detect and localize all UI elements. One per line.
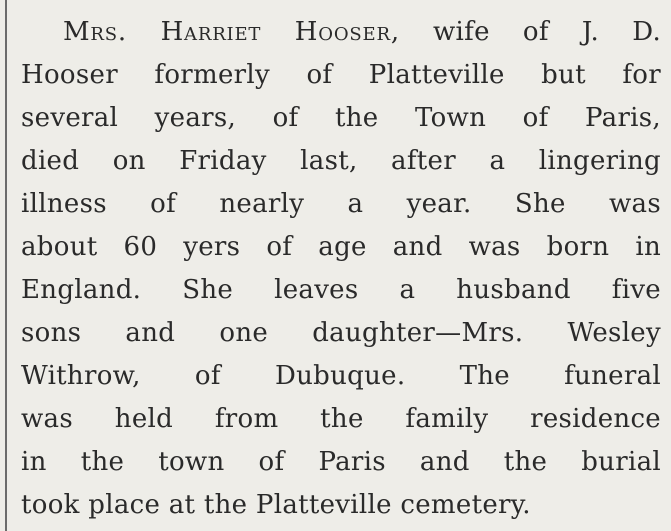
article-line: illness of nearly a year. She was <box>21 189 661 219</box>
deceased-name: Mrs. Harriet Hooser, <box>63 17 400 47</box>
article-line: died on Friday last, after a lingering <box>21 146 661 176</box>
article-line-text: wife of J. D. <box>399 17 662 47</box>
article-line: was held from the family residence <box>21 404 661 434</box>
article-line: sons and one daughter—Mrs. Wesley <box>21 318 661 348</box>
article-line: several years, of the Town of Paris, <box>21 103 661 133</box>
article-line: Withrow, of Dubuque. The funeral <box>21 361 661 391</box>
article-line: took place at the Platteville cemetery. <box>21 490 531 520</box>
article-line: Hooser formerly of Platteville but for <box>21 60 661 90</box>
article-line: about 60 yers of age and was born in <box>21 232 661 262</box>
article-line: England. She leaves a husband five <box>21 275 661 305</box>
article-line: in the town of Paris and the burial <box>21 447 661 477</box>
column-rule <box>5 0 7 531</box>
article-line <box>21 12 661 52</box>
